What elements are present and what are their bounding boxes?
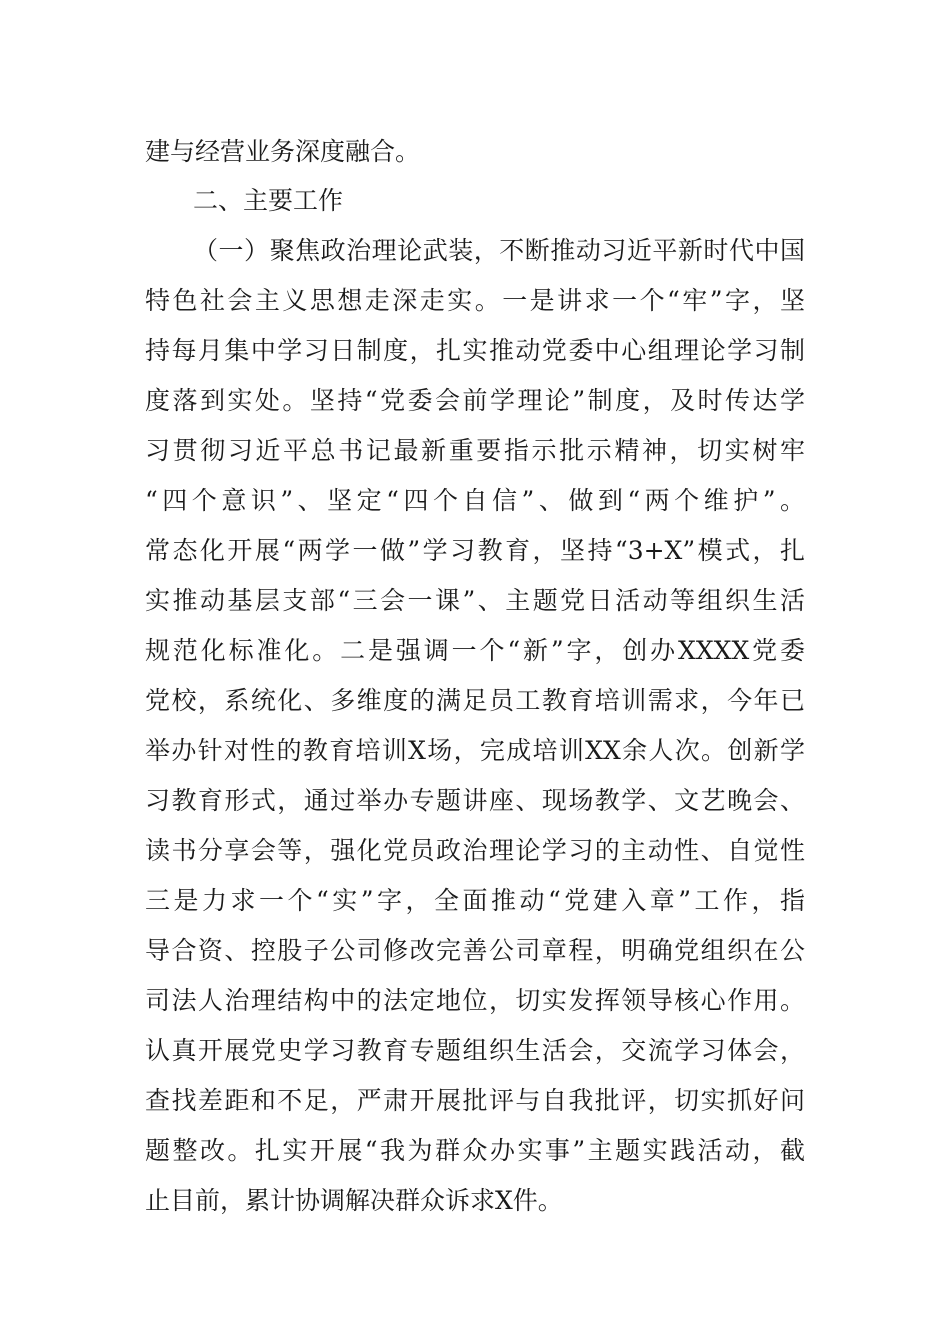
paragraph-line: 建与经营业务深度融合。 [145, 137, 421, 166]
paragraph-line: 实推动基层支部“三会一课”、主题党日活动等组织生活 [145, 586, 805, 615]
paragraph-line: 持每月集中学习日制度，扎实推动党委中心组理论学习制 [145, 336, 805, 365]
paragraph-line: 举办针对性的教育培训X场，完成培训XX余人次。创新学 [145, 736, 805, 765]
paragraph-line: 习教育形式，通过举办专题讲座、现场教学、文艺晚会、 [145, 786, 805, 815]
paragraph-line: 司法人治理结构中的法定地位，切实发挥领导核心作用。 [145, 986, 805, 1015]
paragraph-line: “四个意识”、坚定“四个自信”、做到“两个维护”。 [145, 486, 805, 515]
paragraph-line: 认真开展党史学习教育专题组织生活会，交流学习体会， [145, 1036, 805, 1065]
paragraph-line: 党校，系统化、多维度的满足员工教育培训需求，今年已 [145, 686, 805, 715]
paragraph-line: 习贯彻习近平总书记最新重要指示批示精神，切实树牢 [145, 436, 805, 465]
paragraph-line: 查找差距和不足，严肃开展批评与自我批评，切实抓好问 [145, 1086, 805, 1115]
paragraph-line: 规范化标准化。二是强调一个“新”字，创办XXXX党委 [145, 636, 805, 665]
paragraph-line: 三是力求一个“实”字，全面推动“党建入章”工作，指 [145, 886, 805, 915]
paragraph-line: 导合资、控股子公司修改完善公司章程，明确党组织在公 [145, 936, 805, 965]
paragraph-line: 度落到实处。坚持“党委会前学理论”制度，及时传达学 [145, 386, 805, 415]
paragraph-line: 止目前，累计协调解决群众诉求X件。 [145, 1186, 563, 1215]
paragraph-line: 常态化开展“两学一做”学习教育，坚持“3+X”模式，扎 [145, 536, 805, 565]
section-heading: 二、主要工作 [193, 186, 344, 215]
paragraph-line: 特色社会主义思想走深走实。一是讲求一个“牢”字，坚 [145, 286, 805, 315]
paragraph-line: 题整改。扎实开展“我为群众办实事”主题实践活动，截 [145, 1136, 805, 1165]
paragraph-line: 读书分享会等，强化党员政治理论学习的主动性、自觉性 [145, 836, 805, 865]
subsection-heading-line: （一）聚焦政治理论武装，不断推动习近平新时代中国 [193, 236, 805, 265]
